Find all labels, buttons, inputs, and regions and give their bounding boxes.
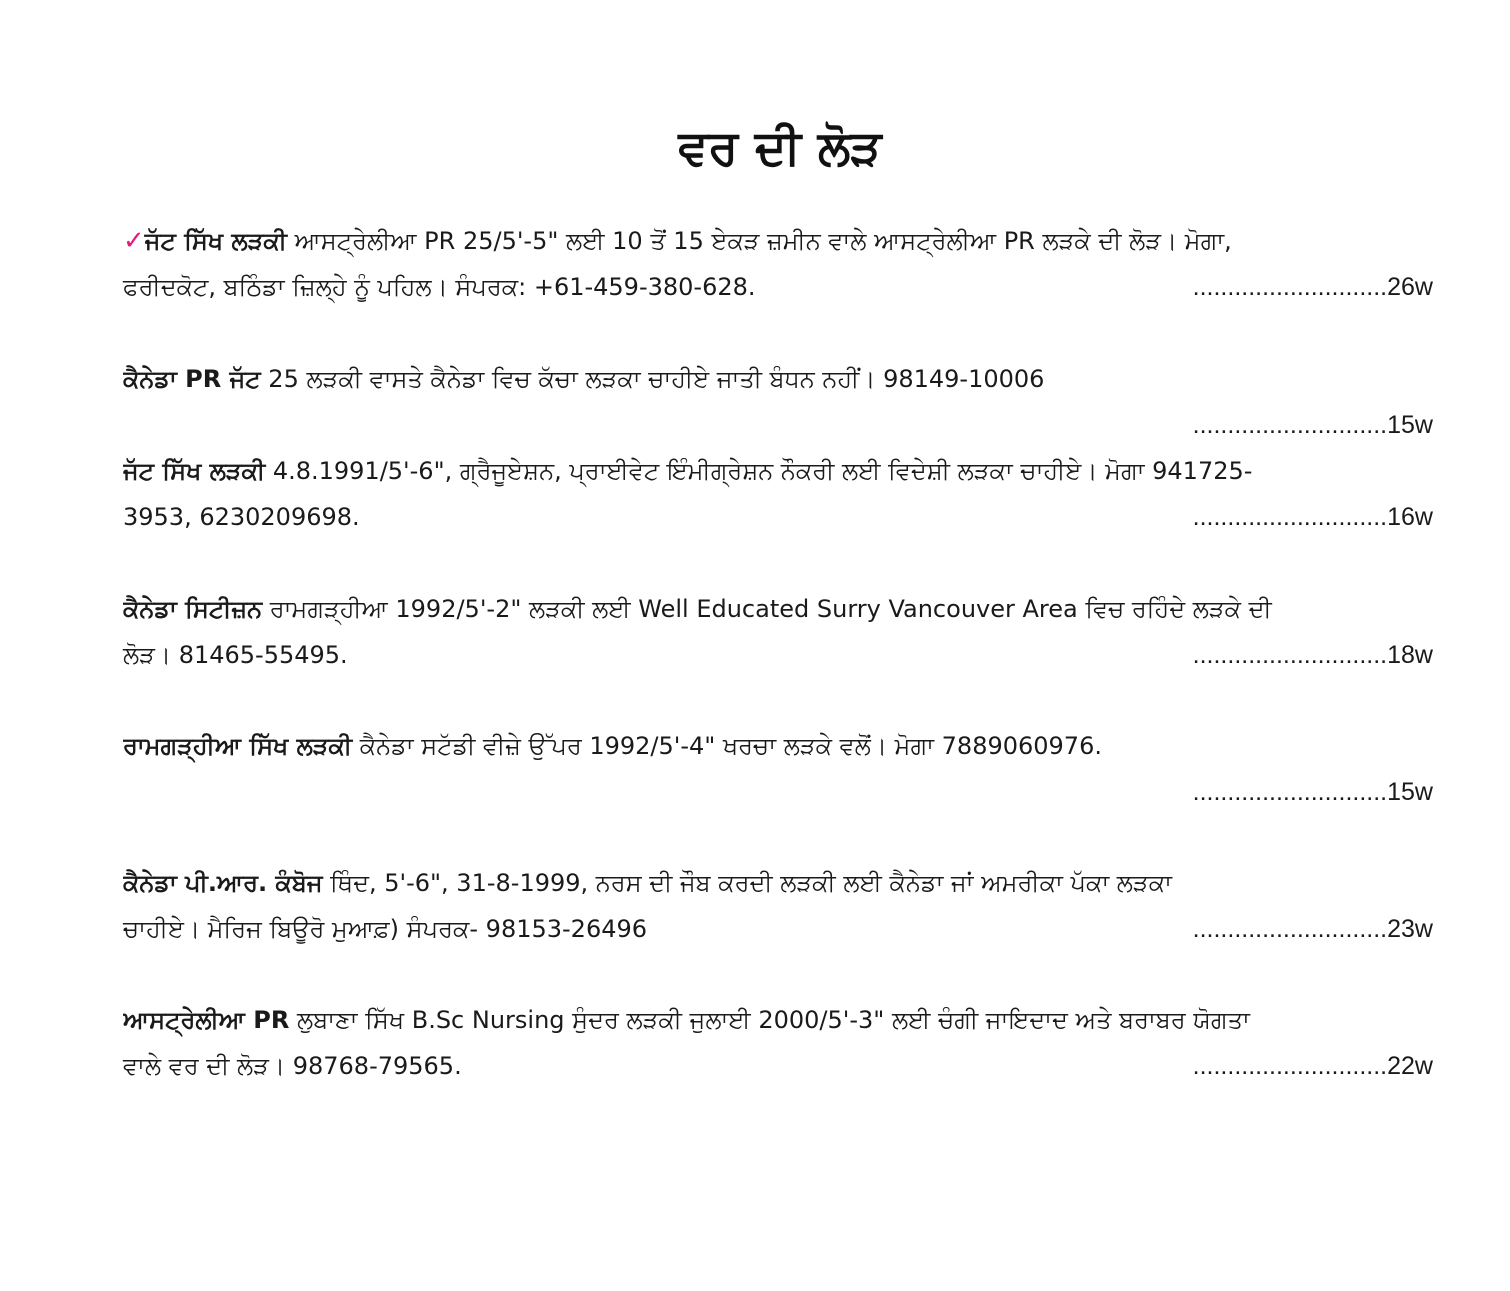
ad-3-heading: ਜੱਟ ਸਿੱਖ ਲੜਕੀ: [123, 457, 266, 485]
page-title: ਵਰ ਦੀ ਲੋੜ: [678, 120, 882, 176]
ad-6-line-1: [123, 860, 1437, 906]
ad-7-line-1: [123, 997, 1437, 1043]
ad-2: [123, 356, 1437, 448]
ad-5-text: ਕੈਨੇਡਾ ਸਟੱਡੀ ਵੀਜ਼ੇ ਉੱਪਰ 1992/5'-4" ਖਰਚਾ ਲੜਕੇ ਵਲੋਂ। ਮੋਗਾ 7889060976.: [352, 732, 1102, 760]
ad-4-line-1: [123, 586, 1437, 632]
ad-3-line-2: [123, 494, 1437, 540]
ad-7-text: ਲੁਬਾਣਾ ਸਿੱਖ B.Sc Nursing ਸੁੰਦਰ ਲੜਕੀ ਜੁਲਾਈ 2000/5'-3" ਲਈ ਚੰਗੀ ਜਾਇਦਾਦ ਅਤੇ ਬਰਾਬਰ ਯੋਗਤਾ: [289, 1006, 1250, 1034]
ad-7-code: ............................22w: [1192, 1052, 1433, 1080]
ad-6-heading: ਕੈਨੇਡਾ ਪੀ.ਆਰ. ਕੰਬੋਜ: [123, 869, 323, 897]
ad-1-heading: ਜੱਟ ਸਿੱਖ ਲੜਕੀ: [144, 227, 287, 255]
ad-6: [123, 860, 1437, 952]
ad-3-code: ............................16w: [1192, 503, 1433, 531]
ad-7-line-2: [123, 1043, 1437, 1089]
ad-4-text: ਰਾਮਗੜ੍ਹੀਆ 1992/5'-2" ਲੜਕੀ ਲਈ Well Educated Surry Vancouver Area ਵਿਚ ਰਹਿੰਦੇ ਲੜਕੇ ਦੀ: [262, 595, 1272, 623]
ad-4-line-2: [123, 632, 1437, 678]
ad-6-text-cont: ਚਾਹੀਏ। ਮੈਰਿਜ ਬਿਊਰੋ ਮੁਆਫ਼) ਸੰਪਰਕ- 98153-26496: [123, 915, 648, 943]
ad-5: [123, 723, 1437, 815]
ad-5-code: ............................15w: [1192, 778, 1433, 806]
ad-4-code: ............................18w: [1192, 641, 1433, 669]
ad-7-heading: ਆਸਟ੍ਰੇਲੀਆ PR: [123, 1006, 290, 1034]
ad-1-code: ............................26w: [1192, 273, 1433, 301]
ad-1: [123, 218, 1437, 310]
ad-3-line-1: [123, 448, 1437, 494]
ad-3-text: 4.8.1991/5'-6", ਗ੍ਰੈਜੂਏਸ਼ਨ, ਪ੍ਰਾਈਵੇਟ ਇੰਮੀਗ੍ਰੇਸ਼ਨ ਨੌਕਰੀ ਲਈ ਵਿਦੇਸ਼ੀ ਲੜਕਾ ਚਾਹੀਏ। ਮੋਗਾ 941725-: [265, 457, 1253, 485]
ad-3-text-cont: 3953, 6230209698.: [123, 503, 360, 531]
ad-2-line-2: [123, 402, 1437, 448]
ad-6-text: ਥਿੰਦ, 5'-6", 31-8-1999, ਨਰਸ ਦੀ ਜੌਬ ਕਰਦੀ ਲੜਕੀ ਲਈ ਕੈਨੇਡਾ ਜਾਂ ਅਮਰੀਕਾ ਪੱਕਾ ਲੜਕਾ: [322, 869, 1172, 897]
ad-6-code: ............................23w: [1192, 915, 1433, 943]
ad-4: [123, 586, 1437, 678]
checkmark-icon: ✓: [123, 226, 145, 256]
ad-5-line-2: [123, 769, 1437, 815]
ad-2-heading: ਕੈਨੇਡਾ PR ਜੱਟ: [123, 365, 261, 393]
ad-1-text-cont: ਫਰੀਦਕੋਟ, ਬਠਿੰਡਾ ਜ਼ਿਲ੍ਹੇ ਨੂੰ ਪਹਿਲ। ਸੰਪਰਕ: +61-459-380-628.: [123, 273, 756, 301]
ad-5-heading: ਰਾਮਗੜ੍ਹੀਆ ਸਿੱਖ ਲੜਕੀ: [123, 732, 353, 760]
ad-7: [123, 997, 1437, 1089]
ad-2-line-1: [123, 356, 1437, 402]
ad-7-text-cont: ਵਾਲੇ ਵਰ ਦੀ ਲੋੜ। 98768-79565.: [123, 1052, 462, 1080]
ad-4-text-cont: ਲੋੜ। 81465-55495.: [123, 641, 348, 669]
ad-1-text: ਆਸਟ੍ਰੇਲੀਆ PR 25/5'-5" ਲਈ 10 ਤੋਂ 15 ਏਕੜ ਜ਼ਮੀਨ ਵਾਲੇ ਆਸਟ੍ਰੇਲੀਆ PR ਲੜਕੇ ਦੀ ਲੋੜ। ਮੋਗਾ,: [286, 227, 1232, 255]
ad-5-line-1: [123, 723, 1437, 769]
ad-3: [123, 448, 1437, 540]
ad-1-line-1: [123, 218, 1437, 264]
ad-4-heading: ਕੈਨੇਡਾ ਸਿਟੀਜ਼ਨ: [123, 595, 263, 623]
ad-2-text: 25 ਲੜਕੀ ਵਾਸਤੇ ਕੈਨੇਡਾ ਵਿਚ ਕੱਚਾ ਲੜਕਾ ਚਾਹੀਏ ਜਾਤੀ ਬੰਧਨ ਨਹੀਂ। 98149-10006: [260, 365, 1045, 393]
ad-2-code: ............................15w: [1192, 411, 1433, 439]
ad-6-line-2: [123, 906, 1437, 952]
ad-1-line-2: [123, 264, 1437, 310]
